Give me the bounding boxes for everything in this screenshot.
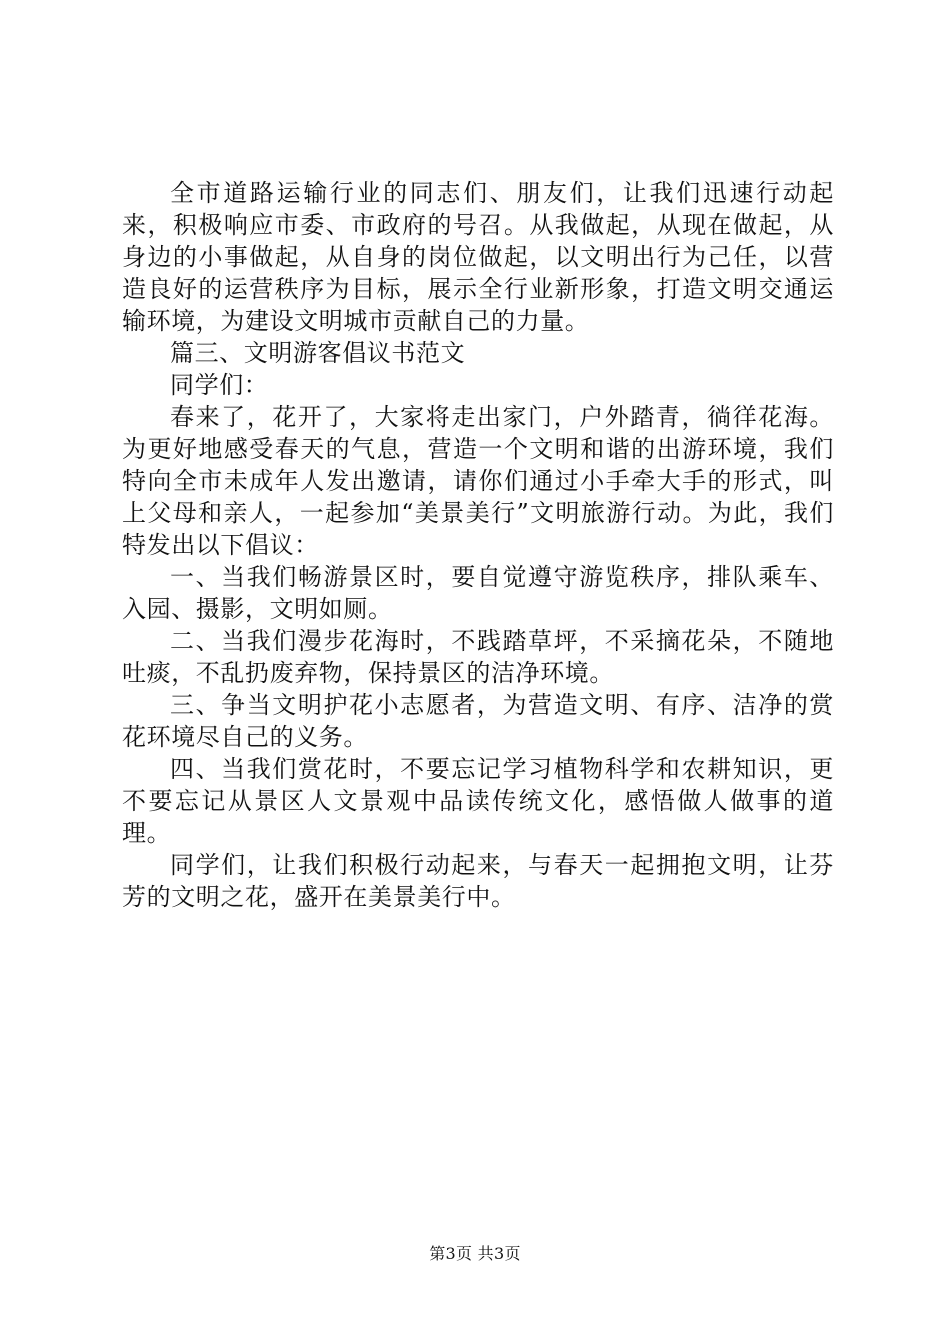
salutation: 同学们：: [170, 371, 269, 399]
page-footer: 第3页 共3页: [429, 1244, 521, 1263]
proposal-item-4: 四、当我们赏花时，不要忘记学习植物科学和农耕知识，更不要忘记从景区人文景观中品读传统文化，感悟做人做事的道理。: [122, 755, 834, 847]
paragraph-appeal-conclusion: 全市道路运输行业的同志们、朋友们，让我们迅速行动起来，积极响应市委、市政府的号召。从我做起，从现在做起，从身边的小事做起，从自身的岗位做起，以文明出行为己任，以营造良好的运营秩序为目标，展示全行业新形象，打造文明交通运输环境，为建设文明城市贡献自己的力量。: [122, 179, 834, 335]
paragraph-intro: 春来了，花开了，大家将走出家门，户外踏青，徜徉花海。为更好地感受春天的气息，营造一个文明和谐的出游环境，我们特向全市未成年人发出邀请，请你们通过小手牵大手的形式，叫上父母和亲人，一起参加“美景美行”文明旅游行动。为此，我们特发出以下倡议：: [122, 403, 834, 559]
document-body: [122, 177, 834, 913]
proposal-item-3: 三、争当文明护花小志愿者，为营造文明、有序、洁净的赏花环境尽自己的义务。: [122, 691, 834, 751]
paragraph-closing: 同学们，让我们积极行动起来，与春天一起拥抱文明，让芬芳的文明之花，盛开在美景美行中。: [122, 851, 834, 911]
section-heading: 篇三、文明游客倡议书范文: [170, 339, 466, 367]
proposal-item-2: 二、当我们漫步花海时，不践踏草坪，不采摘花朵，不随地吐痰，不乱扔废弃物，保持景区的洁净环境。: [122, 627, 834, 687]
proposal-item-1: 一、当我们畅游景区时，要自觉遵守游览秩序，排队乘车、入园、摄影，文明如厕。: [122, 563, 834, 623]
